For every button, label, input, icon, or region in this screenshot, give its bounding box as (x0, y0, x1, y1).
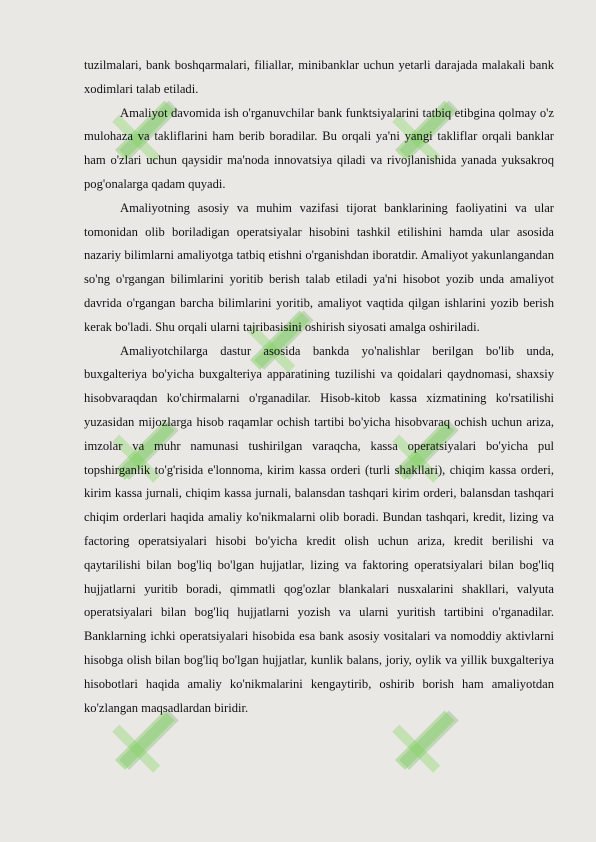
paragraph-1: tuzilmalari, bank boshqarmalari, filiallar, minibanklar uchun yetarli darajada malakali bank xodimlari talab etiladi. (84, 58, 554, 96)
paragraph-2: Amaliyot davomida ish o'rganuvchilar bank funktsiyalarini tatbiq etibgina qolmay o'z mulohaza va takliflarini ham berib boradilar. Bu orqali ya'ni yangi takliflar orqali banklar ham o'zlari uchun qaysidir ma'noda innovatsiya qiladi va rivojlanishida yanada yuksakroq pog'onalarga qadam quyadi. (84, 105, 554, 191)
paragraph-3: Amaliyotning asosiy va muhim vazifasi tijorat banklarining faoliyatini va ular tomonidan olib boriladigan operatsiyalar hisobini tashkil etilishini hamda ular asosida nazariy bilimlarni amaliyotga tatbiq etishni o'rganishdan iboratdir. Amaliyot yakunlangandan so'ng o'rgangan bilimlarini yoritib berish talab etiladi ya'ni hisobot yozib unda amaliyot davrida o'rgangan barcha bilimlarini yoritib, amaliyot vaqtida qilgan ishlarini yozib berish kerak bo'ladi. Shu orqali ularni tajribasisini oshirish siyosati amalga oshiriladi. (84, 200, 554, 334)
document-body (84, 54, 554, 720)
paragraph-4: Amaliyotchilarga dastur asosida bankda yo'nalishlar berilgan bo'lib unda, buxgalteriya bo'yicha buxgalteriya apparatining tuzilishi va qoidalari qaydnomasi, shaxsiy hisobvaraqdan ko'chirmalarni o'rganadilar. Hisob-kitob kassa xizmatining ko'rsatilishi yuzasidan mijozlarga hisob raqamlar ochish tartibi bo'yicha hisobvaraq ochish uchun ariza, imzolar va muhr namunasi tushirilgan varaqcha, kassa operatsiyalari bo'yicha pul topshirganlik to'g'risida e'lonnoma, kirim kassa orderi (turli shakllari), chiqim kassa orderi, kirim kassa jurnali, chiqim kassa jurnali, balansdan tashqari kirim orderi, balansdan tashqari chiqim orderlari haqida amaliy ko'nikmalarni olib boradi. Bundan tashqari, kredit, lizing va factoring operatsiyalari hisobi bo'yicha kredit olish uchun ariza, kredit berilishi va qaytarilishi bilan bog'liq bo'lgan hujjatlar, lizing va faktoring operatsiyalari bilan bog'liq hujjatlarni yuritib boradi, qimmatli qog'ozlar blankalari nusxalarini shakllari, valyuta operatsiyalari bilan bog'liq hujjatlarni yozish va ularni yuritish tartibini o'rganadilar. Banklarning ichki operatsiyalari hisobida esa bank asosiy vositalari va nomoddiy aktivlarni hisobga olish bilan bog'liq bo'lgan hujjatlar, kunlik balans, joriy, oylik va yillik buxgalteriya hisobotlari haqida amaliy ko'nikmalarini kengaytirib, oshirib borish ham amaliyotdan ko'zlangan maqsadlardan biridir. (84, 343, 554, 715)
